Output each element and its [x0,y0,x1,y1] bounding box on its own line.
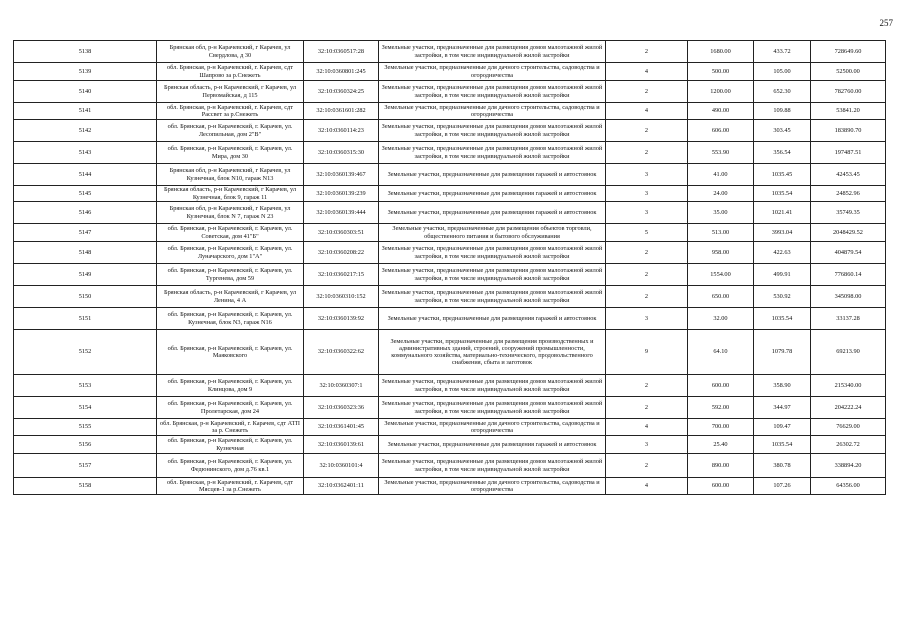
address-cell: обл. Брянская, р-н Карачевский, г. Карачев, ул. Луначарского, дом 1"А" [157,242,304,264]
cadastral-value-cell: 197487.51 [811,142,886,164]
land-use-cell: Земельные участки, предназначенные для размещения домов малоэтажной жилой застройки, в том числе индивидуальной жилой застройки [379,81,606,103]
category-cell: 2 [606,41,688,63]
category-cell: 4 [606,419,688,436]
unit-cost-cell: 433.72 [754,41,811,63]
row-number: 5144 [14,164,157,186]
cadastral-number-cell: 32:10:0360139:467 [304,164,379,186]
category-cell: 2 [606,397,688,419]
land-use-cell: Земельные участки, предназначенные для размещения домов малоэтажной жилой застройки, в том числе индивидуальной жилой застройки [379,41,606,63]
address-cell: обл. Брянская, р-н Карачевский, г. Карачев, ул. Тургенева, дом 59 [157,264,304,286]
table-row [14,120,886,142]
unit-cost-cell: 1021.41 [754,202,811,224]
cadastral-value-cell: 782760.00 [811,81,886,103]
category-cell: 3 [606,308,688,330]
cadastral-value-cell: 204222.24 [811,397,886,419]
unit-cost-cell: 3993.04 [754,224,811,242]
land-use-cell: Земельные участки, предназначенные для размещения домов малоэтажной жилой застройки, в том числе индивидуальной жилой застройки [379,454,606,478]
land-use-cell: Земельные участки, предназначенные для размещения объектов торговли, общественного питания и бытового обслуживания [379,224,606,242]
row-number: 5157 [14,454,157,478]
cadastral-number-cell: 32:10:0360139:444 [304,202,379,224]
category-cell: 5 [606,224,688,242]
area-cell: 606.00 [688,120,754,142]
area-cell: 25.40 [688,436,754,454]
table-row [14,186,886,202]
cadastral-value-cell: 42453.45 [811,164,886,186]
address-cell: обл. Брянская, р-н Карачевский, г. Карачев, ул. Пролетарская, дом 24 [157,397,304,419]
cadastral-value-cell: 404879.54 [811,242,886,264]
row-number: 5148 [14,242,157,264]
area-cell: 1200.00 [688,81,754,103]
cadastral-number-cell: 32:10:0360801:245 [304,63,379,81]
category-cell: 2 [606,120,688,142]
area-cell: 600.00 [688,478,754,495]
category-cell: 2 [606,242,688,264]
cadastral-value-cell: 33137.28 [811,308,886,330]
category-cell: 2 [606,142,688,164]
row-number: 5155 [14,419,157,436]
area-cell: 24.00 [688,186,754,202]
cadastral-value-cell: 2048429.52 [811,224,886,242]
table-row [14,81,886,103]
row-number: 5153 [14,375,157,397]
table-row [14,397,886,419]
table-row [14,41,886,63]
unit-cost-cell: 109.47 [754,419,811,436]
category-cell: 4 [606,103,688,120]
cadastral-value-cell: 215340.00 [811,375,886,397]
land-use-cell: Земельные участки, предназначенные для размещения домов малоэтажной жилой застройки, в том числе индивидуальной жилой застройки [379,120,606,142]
cadastral-number-cell: 32:10:0360208:22 [304,242,379,264]
address-cell: обл. Брянская, р-н Карачевский, г. Карачев, ул. Мира, дом 30 [157,142,304,164]
table-row [14,419,886,436]
address-cell: Брянская область, р-н Карачевский, г Карачев, ул Ленина, 4 А [157,286,304,308]
area-cell: 35.00 [688,202,754,224]
cadastral-value-cell: 35749.35 [811,202,886,224]
cadastral-value-cell: 69213.90 [811,330,886,375]
area-cell: 592.00 [688,397,754,419]
area-cell: 1554.00 [688,264,754,286]
table-row [14,454,886,478]
table-row [14,63,886,81]
area-cell: 64.10 [688,330,754,375]
cadastral-value-cell: 76629.00 [811,419,886,436]
row-number: 5154 [14,397,157,419]
land-use-cell: Земельные участки, предназначенные для размещения домов малоэтажной жилой застройки, в том числе индивидуальной жилой застройки [379,397,606,419]
area-cell: 890.00 [688,454,754,478]
unit-cost-cell: 652.30 [754,81,811,103]
address-cell: Брянская обл, р-н Карачевский, г Карачев, ул Кузнечная, блок N 7, гараж N 23 [157,202,304,224]
table-row [14,202,886,224]
cadastral-value-cell: 64356.00 [811,478,886,495]
row-number: 5143 [14,142,157,164]
table-row [14,103,886,120]
land-use-cell: Земельные участки, предназначенные для размещения гаражей и автостоянок [379,202,606,224]
cadastral-number-cell: 32:10:0360323:36 [304,397,379,419]
row-number: 5158 [14,478,157,495]
area-cell: 600.00 [688,375,754,397]
cadastral-value-cell: 26302.72 [811,436,886,454]
land-registry-table [13,40,886,495]
land-use-cell: Земельные участки, предназначенные для размещения гаражей и автостоянок [379,186,606,202]
cadastral-value-cell: 53841.20 [811,103,886,120]
row-number: 5140 [14,81,157,103]
cadastral-value-cell: 24852.96 [811,186,886,202]
table-row [14,164,886,186]
address-cell: Брянская обл, р-н Карачевский, г Карачев, ул Свердлова, д 30 [157,41,304,63]
cadastral-number-cell: 32:10:0360310:152 [304,286,379,308]
unit-cost-cell: 303.45 [754,120,811,142]
row-number: 5156 [14,436,157,454]
area-cell: 958.00 [688,242,754,264]
address-cell: Брянская область, р-н Карачевский, г Карачев, ул Кузнечная, блок 9, гараж 11 [157,186,304,202]
land-use-cell: Земельные участки, предназначенные для размещения гаражей и автостоянок [379,436,606,454]
land-use-cell: Земельные участки, предназначенные для размещения производственных и административных зданий, строений, сооружений промышленности, коммунального хозяйства, материально-технического, продовольственного снабжения, сбыта и заготовок [379,330,606,375]
category-cell: 2 [606,454,688,478]
unit-cost-cell: 105.00 [754,63,811,81]
unit-cost-cell: 1035.54 [754,186,811,202]
row-number: 5141 [14,103,157,120]
unit-cost-cell: 380.78 [754,454,811,478]
cadastral-value-cell: 345098.00 [811,286,886,308]
category-cell: 3 [606,164,688,186]
category-cell: 9 [606,330,688,375]
unit-cost-cell: 530.92 [754,286,811,308]
cadastral-number-cell: 32:10:0361401:45 [304,419,379,436]
area-cell: 41.00 [688,164,754,186]
unit-cost-cell: 344.97 [754,397,811,419]
address-cell: обл. Брянская, р-н Карачевский, г. Карачев, сдт Мясцев-1 за р.Снежеть [157,478,304,495]
address-cell: обл. Брянская, р-н Карачевский, г. Карачев, ул. Лесопильная, дом 2"В" [157,120,304,142]
table-row [14,224,886,242]
address-cell: обл. Брянская, р-н Карачевский, г. Карачев, сдт Рассвет за р.Снежеть [157,103,304,120]
unit-cost-cell: 1035.45 [754,164,811,186]
row-number: 5151 [14,308,157,330]
unit-cost-cell: 1035.54 [754,436,811,454]
area-cell: 513.00 [688,224,754,242]
row-number: 5146 [14,202,157,224]
address-cell: обл. Брянская, р-н Карачевский, г. Карачев, ул. Федюнинского, дом д.76 кв.1 [157,454,304,478]
row-number: 5138 [14,41,157,63]
area-cell: 700.00 [688,419,754,436]
table-row [14,286,886,308]
area-cell: 1680.00 [688,41,754,63]
row-number: 5152 [14,330,157,375]
table-row [14,242,886,264]
cadastral-number-cell: 32:10:0361601:282 [304,103,379,120]
row-number: 5142 [14,120,157,142]
land-use-cell: Земельные участки, предназначенные для дачного строительства, садоводства и огородничества [379,103,606,120]
cadastral-value-cell: 776860.14 [811,264,886,286]
category-cell: 4 [606,478,688,495]
area-cell: 490.00 [688,103,754,120]
land-use-cell: Земельные участки, предназначенные для размещения гаражей и автостоянок [379,308,606,330]
cadastral-value-cell: 728649.60 [811,41,886,63]
row-number: 5145 [14,186,157,202]
address-cell: обл. Брянская, р-н Карачевский, г. Карачев, ул. Кузнечная, блок N3, гараж N16 [157,308,304,330]
cadastral-number-cell: 32:10:0360114:23 [304,120,379,142]
address-cell: обл. Брянская, р-н Карачевский, г. Карачев, ул. Клинцова, дом 9 [157,375,304,397]
cadastral-number-cell: 32:10:0360322:62 [304,330,379,375]
unit-cost-cell: 358.90 [754,375,811,397]
address-cell: обл. Брянская, р-н Карачевский, г. Карачев, сдт АТП за р. Снежеть [157,419,304,436]
land-use-cell: Земельные участки, предназначенные для дачного строительства, садоводства и огородничества [379,478,606,495]
unit-cost-cell: 107.26 [754,478,811,495]
address-cell: обл. Брянская, р-н Карачевский, г. Карачев, ул. Кузнечная [157,436,304,454]
unit-cost-cell: 422.63 [754,242,811,264]
address-cell: Брянская обл, р-н Карачевский, г Карачев, ул Кузнечная, блок N10, гараж N13 [157,164,304,186]
table-row [14,330,886,375]
land-use-cell: Земельные участки, предназначенные для размещения гаражей и автостоянок [379,164,606,186]
cadastral-number-cell: 32:10:0360307:1 [304,375,379,397]
cadastral-number-cell: 32:10:0360517:28 [304,41,379,63]
address-cell: Брянская область, р-н Карачевский, г Карачев, ул Первомайская, д 115 [157,81,304,103]
cadastral-value-cell: 183890.70 [811,120,886,142]
category-cell: 3 [606,186,688,202]
page-number: 257 [879,18,893,28]
category-cell: 2 [606,264,688,286]
cadastral-number-cell: 32:10:0360101:4 [304,454,379,478]
cadastral-value-cell: 338894.20 [811,454,886,478]
category-cell: 4 [606,63,688,81]
cadastral-number-cell: 32:10:0360315:30 [304,142,379,164]
row-number: 5147 [14,224,157,242]
row-number: 5149 [14,264,157,286]
category-cell: 2 [606,375,688,397]
table-row [14,478,886,495]
unit-cost-cell: 1079.78 [754,330,811,375]
category-cell: 2 [606,286,688,308]
row-number: 5139 [14,63,157,81]
cadastral-value-cell: 52500.00 [811,63,886,81]
table-row [14,264,886,286]
category-cell: 3 [606,202,688,224]
land-use-cell: Земельные участки, предназначенные для размещения домов малоэтажной жилой застройки, в том числе индивидуальной жилой застройки [379,142,606,164]
category-cell: 3 [606,436,688,454]
address-cell: обл. Брянская, р-н Карачевский, г. Карачев, ул. Советская, дом 41"Б" [157,224,304,242]
unit-cost-cell: 356.54 [754,142,811,164]
cadastral-number-cell: 32:10:0360303:51 [304,224,379,242]
unit-cost-cell: 499.91 [754,264,811,286]
table-row [14,436,886,454]
cadastral-number-cell: 32:10:0360217:15 [304,264,379,286]
cadastral-number-cell: 32:10:0362401:11 [304,478,379,495]
address-cell: обл. Брянская, р-н Карачевский, г. Карачев, сдт Шапрово за р.Снежеть [157,63,304,81]
area-cell: 553.90 [688,142,754,164]
unit-cost-cell: 1035.54 [754,308,811,330]
category-cell: 2 [606,81,688,103]
land-use-cell: Земельные участки, предназначенные для размещения домов малоэтажной жилой застройки, в том числе индивидуальной жилой застройки [379,242,606,264]
land-use-cell: Земельные участки, предназначенные для дачного строительства, садоводства и огородничества [379,419,606,436]
area-cell: 500.00 [688,63,754,81]
area-cell: 32.00 [688,308,754,330]
land-use-cell: Земельные участки, предназначенные для размещения домов малоэтажной жилой застройки, в том числе индивидуальной жилой застройки [379,375,606,397]
address-cell: обл. Брянская, р-н Карачевский, г. Карачев, ул. Маяковского [157,330,304,375]
table-body [14,41,886,495]
land-use-cell: Земельные участки, предназначенные для размещения домов малоэтажной жилой застройки, в том числе индивидуальной жилой застройки [379,264,606,286]
cadastral-number-cell: 32:10:0360139:239 [304,186,379,202]
cadastral-number-cell: 32:10:0360139:92 [304,308,379,330]
area-cell: 650.00 [688,286,754,308]
table-row [14,308,886,330]
cadastral-number-cell: 32:10:0360139:61 [304,436,379,454]
unit-cost-cell: 109.88 [754,103,811,120]
land-use-cell: Земельные участки, предназначенные для дачного строительства, садоводства и огородничества [379,63,606,81]
table-row [14,375,886,397]
table-row [14,142,886,164]
row-number: 5150 [14,286,157,308]
land-use-cell: Земельные участки, предназначенные для размещения домов малоэтажной жилой застройки, в том числе индивидуальной жилой застройки [379,286,606,308]
cadastral-number-cell: 32:10:0360324:25 [304,81,379,103]
